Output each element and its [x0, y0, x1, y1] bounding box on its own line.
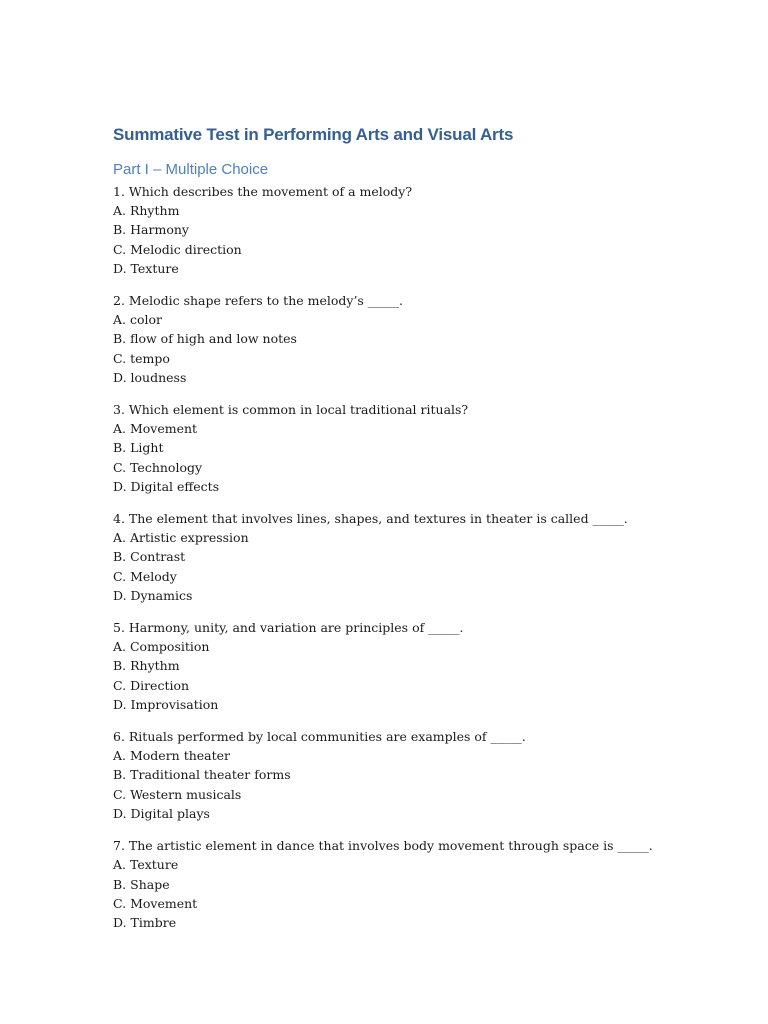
- answer-option: C. Direction: [113, 677, 190, 693]
- answer-option: D. loudness: [113, 369, 187, 385]
- question-prompt: 2. Melodic shape refers to the melody’s _____.: [113, 293, 404, 309]
- answer-option: C. Melody: [113, 568, 177, 584]
- answer-option: D. Digital plays: [113, 805, 210, 821]
- question-item: [113, 727, 673, 823]
- question-item: [113, 400, 673, 496]
- answer-option: B. Shape: [113, 876, 170, 892]
- answer-option: A. Rhythm: [113, 203, 180, 219]
- question-item: [113, 836, 673, 932]
- answer-option: D. Dynamics: [113, 587, 193, 603]
- answer-option: A. Composition: [113, 639, 210, 655]
- answer-option: B. Contrast: [113, 549, 186, 565]
- document-body: [113, 124, 673, 945]
- question-prompt: 3. Which element is common in local traditional rituals?: [113, 402, 469, 418]
- answer-option: D. Digital effects: [113, 478, 220, 494]
- answer-option: A. Movement: [113, 421, 198, 437]
- question-list: [113, 182, 673, 932]
- question-item: [113, 291, 673, 387]
- answer-option: A. Texture: [113, 857, 179, 873]
- answer-option: C. Movement: [113, 895, 198, 911]
- question-prompt: 4. The element that involves lines, shapes, and textures in theater is called _____.: [113, 511, 628, 527]
- answer-option: B. Rhythm: [113, 658, 180, 674]
- answer-option: A. Modern theater: [113, 748, 231, 764]
- answer-option: C. Technology: [113, 459, 203, 475]
- answer-option: B. Harmony: [113, 222, 189, 238]
- section-heading: Part I – Multiple Choice: [113, 161, 269, 178]
- answer-option: C. Melodic direction: [113, 241, 242, 257]
- question-item: [113, 618, 673, 714]
- answer-option: D. Improvisation: [113, 696, 219, 712]
- answer-option: D. Texture: [113, 260, 179, 276]
- question-prompt: 7. The artistic element in dance that involves body movement through space is _____.: [113, 838, 653, 854]
- answer-option: B. flow of high and low notes: [113, 331, 297, 347]
- answer-option: A. Artistic expression: [113, 530, 249, 546]
- answer-option: D. Timbre: [113, 914, 177, 930]
- answer-option: A. color: [113, 312, 162, 328]
- question-item: [113, 509, 673, 605]
- question-prompt: 1. Which describes the movement of a melody?: [113, 184, 413, 199]
- answer-option: B. Traditional theater forms: [113, 767, 291, 783]
- document-title: Summative Test in Performing Arts and Visual Arts: [113, 125, 514, 144]
- question-prompt: 6. Rituals performed by local communities are examples of _____.: [113, 729, 526, 745]
- question-prompt: 5. Harmony, unity, and variation are principles of _____.: [113, 620, 464, 636]
- answer-option: C. Western musicals: [113, 786, 242, 802]
- answer-option: C. tempo: [113, 350, 170, 366]
- question-item: [113, 182, 673, 278]
- answer-option: B. Light: [113, 440, 164, 456]
